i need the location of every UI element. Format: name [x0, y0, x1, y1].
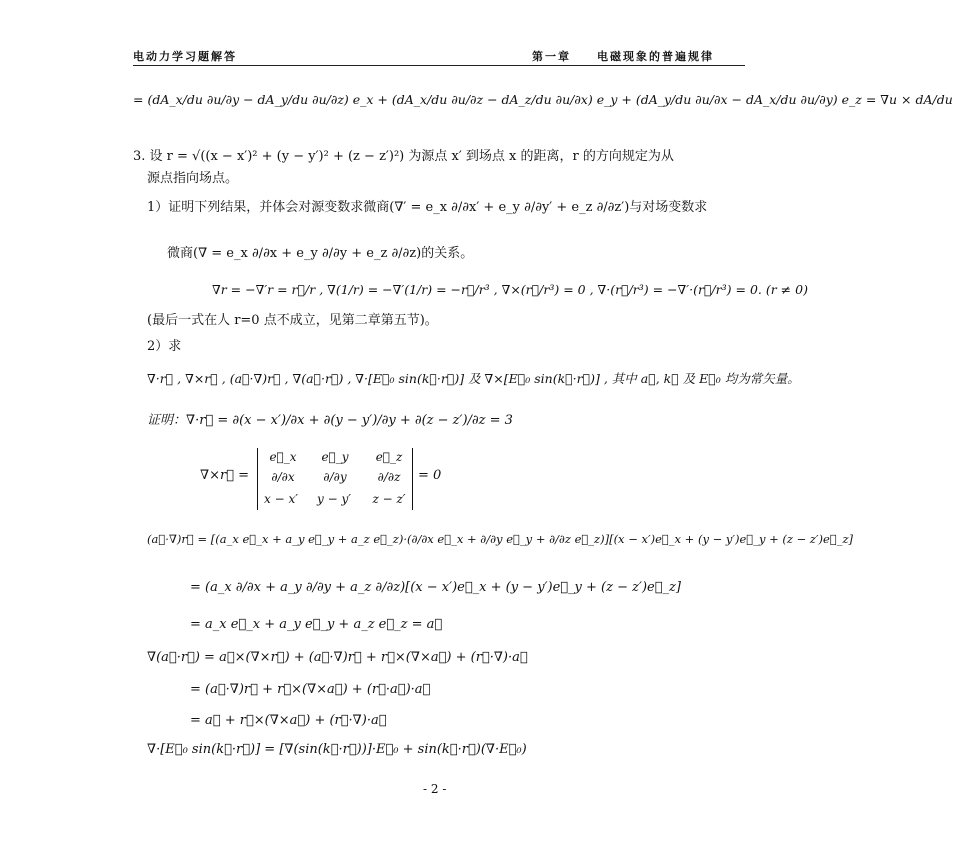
determinant-right-bar	[412, 448, 413, 510]
part1-line1: 1）证明下列结果，并体会对源变数求微商(∇′ = e_x ∂/∂x′ + e_y ∂/∂y′ + e_z ∂/∂z′)与对场变数求	[147, 200, 708, 215]
gradient-line2: = (a⃗·∇)r⃗ + r⃗×(∇×a⃗) + (r⃗·a⃗)·a⃗	[190, 682, 431, 697]
advection-line1: (a⃗·∇)r⃗ = [(a_x e⃗_x + a_y e⃗_y + a_z e⃗_z)·(∂/∂x e⃗_x + ∂/∂y e⃗_y + ∂/∂z e⃗_z)][(x − x′)e⃗_x + (y − y′)e⃗_y + (z − z′)e⃗_z]	[147, 532, 854, 546]
det-r2c1: ∂/∂x	[271, 470, 295, 484]
det-r2c2: ∂/∂y	[323, 470, 347, 484]
part1-line2: 微商(∇ = e_x ∂/∂x + e_y ∂/∂y + e_z ∂/∂z)的关系。	[167, 246, 474, 261]
advection-line3: = a_x e⃗_x + a_y e⃗_y + a_z e⃗_z = a⃗	[190, 617, 443, 632]
part2-equation: ∇·r⃗ , ∇×r⃗ , (a⃗·∇)r⃗ , ∇(a⃗·r⃗) , ∇·[E⃗₀ sin(k⃗·r⃗)] 及 ∇×[E⃗₀ sin(k⃗·r⃗)] , 其中 a⃗, k⃗ 及 E⃗₀ 均为常矢量。	[147, 371, 800, 386]
part2-label: 2）求	[147, 339, 182, 354]
det-r3c3: z − z′	[372, 492, 406, 506]
det-r3c1: x − x′	[264, 492, 298, 506]
det-r1c1: e⃗_x	[269, 450, 297, 464]
header-right: 第一章 电磁现象的普遍规律	[532, 50, 714, 63]
part1-equation: ∇r = −∇′r = r⃗/r , ∇(1/r) = −∇′(1/r) = −r⃗/r³ , ∇×(r⃗/r³) = 0 , ∇·(r⃗/r³) = −∇′·(r⃗/r³) = 0. (r ≠ 0)	[212, 282, 808, 297]
problem-3-line2: 源点指向场点。	[147, 171, 239, 186]
curl-rhs: = 0	[418, 468, 442, 483]
problem-3-line1: 3. 设 r = √((x − x′)² + (y − y′)² + (z − z′)²) 为源点 x′ 到场点 x 的距离，r 的方向规定为从	[133, 149, 674, 164]
gradient-line3: = a⃗ + r⃗×(∇×a⃗) + (r⃗·∇)·a⃗	[190, 713, 387, 728]
det-r2c3: ∂/∂z	[377, 470, 401, 484]
det-r3c2: y − y′	[317, 492, 351, 506]
advection-line2: = (a_x ∂/∂x + a_y ∂/∂y + a_z ∂/∂z)[(x − x′)e⃗_x + (y − y′)e⃗_y + (z − z′)e⃗_z]	[190, 580, 681, 595]
proof-divergence: 证明：∇·r⃗ = ∂(x − x′)/∂x + ∂(y − y′)/∂y + ∂(z − z′)/∂z = 3	[147, 413, 513, 428]
part1-note: (最后一式在人 r=0 点不成立，见第二章第五节)。	[147, 313, 438, 328]
page-number: - 2 -	[423, 782, 447, 796]
equation-top: = (dA_x/du ∂u/∂y − dA_y/du ∂u/∂z) e_x + (dA_x/du ∂u/∂z − dA_z/du ∂u/∂x) e_y + (dA_y/du ∂u/∂x − dA_x/du ∂u/∂y) e_z = ∇u × dA/du	[133, 92, 953, 107]
curl-lhs: ∇×r⃗ =	[200, 468, 250, 483]
divergence-sin-line: ∇·[E⃗₀ sin(k⃗·r⃗)] = [∇(sin(k⃗·r⃗))]·E⃗₀ + sin(k⃗·r⃗)(∇·E⃗₀)	[147, 742, 527, 757]
gradient-line1: ∇(a⃗·r⃗) = a⃗×(∇×r⃗) + (a⃗·∇)r⃗ + r⃗×(∇×a⃗) + (r⃗·∇)·a⃗	[147, 650, 528, 665]
header-left: 电动力学习题解答	[133, 50, 237, 63]
det-r1c3: e⃗_z	[375, 450, 403, 464]
header-rule	[133, 65, 745, 66]
det-r1c2: e⃗_y	[321, 450, 349, 464]
